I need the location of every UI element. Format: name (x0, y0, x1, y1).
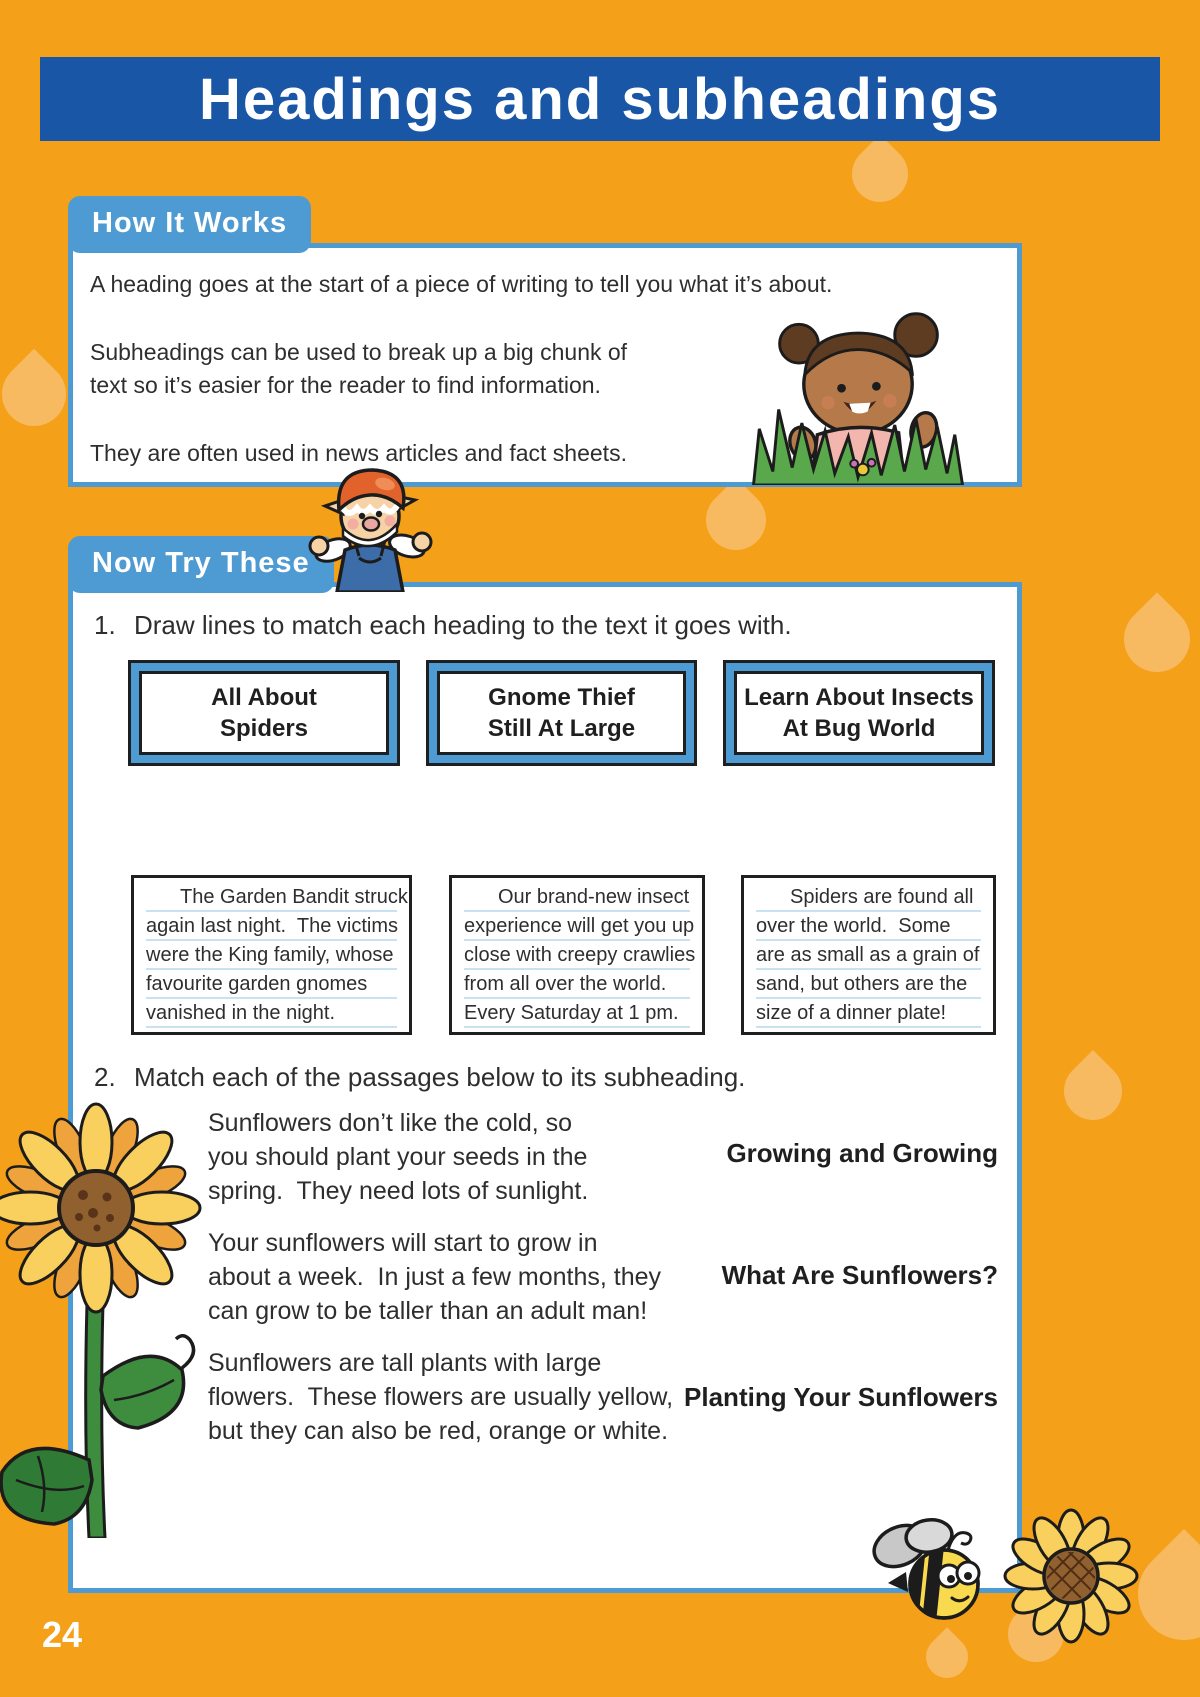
subheading-option: What Are Sunflowers? (721, 1260, 998, 1290)
girl-in-grass-illustration (750, 305, 966, 485)
page-title: Headings and subheadings (198, 66, 1002, 132)
heading-card-label: Gnome Thief Still At Large (437, 671, 686, 755)
heading-card-label: All About Spiders (139, 671, 389, 755)
page-title-banner (40, 57, 1160, 141)
subheading-option: Growing and Growing (726, 1138, 998, 1168)
explanation-paragraph: They are often used in news articles and fact sheets. (90, 440, 627, 466)
explanation-paragraph: A heading goes at the start of a piece of writing to tell you what it’s about. (90, 271, 833, 297)
heading-card-label: Learn About Insects At Bug World (734, 671, 984, 755)
now-try-these-tab-label: Now Try These (92, 547, 310, 579)
droplet-decoration (1052, 1050, 1134, 1132)
bumblebee-illustration (860, 1512, 1002, 1630)
droplet-decoration (917, 1627, 976, 1686)
passage-box-spiders (741, 875, 996, 1035)
question-1-instruction: Draw lines to match each heading to the text it goes with. (134, 610, 792, 640)
passage-text: Our brand-new insect experience will get you up close with creepy crawlies from all over the world. Every Saturday at 1 pm. (464, 886, 696, 1024)
heading-card-bug-world (723, 660, 995, 766)
sunflower-passage: Sunflowers are tall plants with large flowers. These flowers are usually yellow, but they can also be red, orange or white. (208, 1349, 674, 1445)
passage-box-insect-experience (449, 875, 705, 1035)
passage-box-garden-bandit (131, 875, 412, 1035)
sunflower-passage: Sunflowers don’t like the cold, so you should plant your seeds in the spring. They need lots of sunlight. (208, 1109, 589, 1205)
question-1-number: 1. (94, 610, 116, 640)
sunflower-passage: Your sunflowers will start to grow in about a week. In just a few months, they can grow to be taller than an adult man! (208, 1229, 662, 1325)
how-it-works-tab-label: How It Works (92, 207, 288, 239)
explanation-paragraph: Subheadings can be used to break up a big chunk of text so it’s easier for the reader to find information. (90, 339, 628, 398)
passage-text: Spiders are found all over the world. Some are as small as a grain of sand, but others are the size of a dinner plate! (756, 886, 980, 1024)
sunflower-illustration (995, 1498, 1147, 1650)
question-2-instruction: Match each of the passages below to its subheading. (134, 1062, 746, 1092)
subheading-option: Planting Your Sunflowers (684, 1382, 998, 1412)
how-it-works-tab (68, 196, 311, 253)
page-number: 24 (42, 1614, 83, 1655)
droplet-decoration (840, 134, 919, 213)
passage-text: The Garden Bandit struck again last night. The victims were the King family, whose favourite garden gnomes vanished in the night. (146, 886, 408, 1024)
tall-sunflower-illustration (0, 1078, 208, 1538)
heading-card-gnome-thief (426, 660, 697, 766)
garden-gnome-illustration (303, 464, 437, 592)
question-2-number: 2. (94, 1062, 116, 1092)
heading-card-spiders (128, 660, 400, 766)
droplet-decoration (1110, 592, 1200, 685)
now-try-these-tab (68, 536, 334, 593)
